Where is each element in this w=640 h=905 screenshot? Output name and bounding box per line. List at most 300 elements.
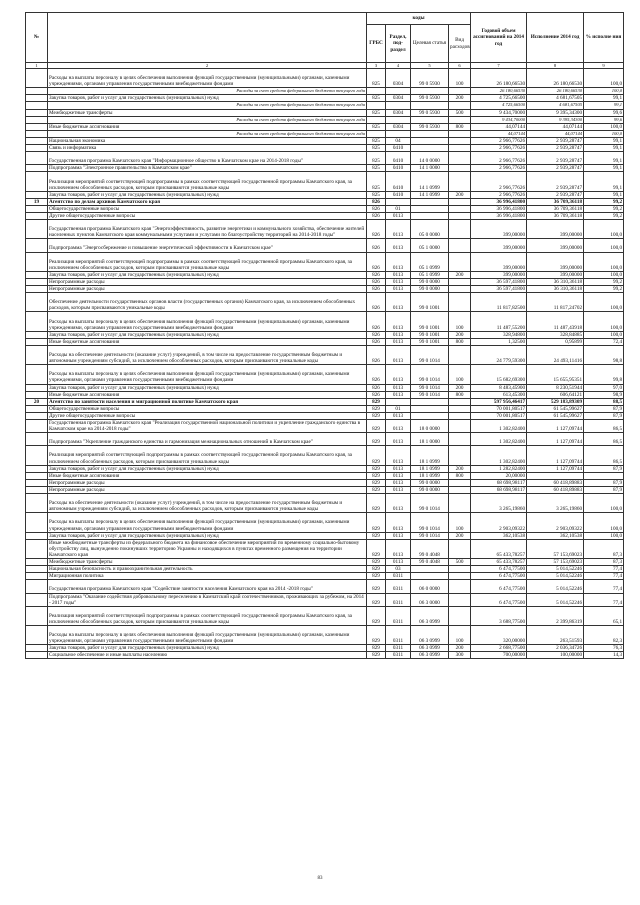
cell-razdel: 0113 [386, 465, 411, 472]
cell-percent: 99,1 [584, 152, 624, 165]
cell-number [26, 513, 48, 532]
cell-name: Иные бюджетные ассигнования [48, 123, 367, 130]
cell-grbs [367, 116, 386, 123]
cell-plan: 613,45300 [471, 391, 527, 398]
cell-number [26, 593, 48, 606]
column-number: 9 [584, 63, 624, 69]
table-row [26, 123, 624, 130]
cell-execution: 1 127,09744 [527, 446, 584, 465]
cell-number [26, 606, 48, 625]
agency-row [26, 198, 624, 205]
cell-grbs: 826 [367, 198, 386, 205]
cell-razdel: 0113 [386, 252, 411, 271]
cell-name: Расходы на выплаты персоналу в целях обеспечения выполнения функций государственными (муниципальными) органами, казенными учреждениями, органами управления государственными внебюджетными фондами [48, 625, 367, 644]
cell-expense-type [449, 165, 471, 172]
cell-grbs: 825 [367, 145, 386, 152]
cell-grbs: 829 [367, 479, 386, 486]
header-razdel: Раздел, под-раздел [386, 25, 411, 63]
cell-number [26, 573, 48, 580]
cell-number [26, 494, 48, 513]
table-row [26, 472, 624, 479]
cell-expense-type: 800 [449, 472, 471, 479]
cell-grbs: 826 [367, 205, 386, 212]
budget-report-page [25, 12, 623, 659]
cell-target-article [411, 398, 449, 405]
cell-percent: 99,1 [584, 165, 624, 172]
cell-grbs: 829 [367, 652, 386, 659]
cell-plan: 3 265,19860 [471, 494, 527, 513]
cell-execution: 1 127,09744 [527, 420, 584, 433]
cell-plan: 36 996,41800 [471, 205, 527, 212]
cell-expense-type: 200 [449, 645, 471, 652]
table-row [26, 606, 624, 625]
cell-target-article: 99 0 1001 [411, 293, 449, 312]
cell-grbs: 829 [367, 405, 386, 412]
cell-expense-type: 500 [449, 109, 471, 116]
cell-name: Агентство по занятости населения и миграционной политике Камчатского края [48, 398, 367, 405]
cell-execution: 36 310,36118 [527, 278, 584, 285]
cell-target-article: 99 0 1014 [411, 345, 449, 364]
cell-name: Национальная экономика [48, 137, 367, 144]
table-row [26, 69, 624, 88]
table-row [26, 165, 624, 172]
cell-grbs: 829 [367, 446, 386, 465]
cell-grbs: 826 [367, 331, 386, 338]
cell-number [26, 205, 48, 212]
cell-razdel: 0113 [386, 278, 411, 285]
cell-razdel: 0304 [386, 95, 411, 102]
cell-expense-type [449, 172, 471, 191]
cell-razdel: 0113 [386, 384, 411, 391]
cell-name: Иные межбюджетные трансферты из федерального бюджета на финансовое обеспечение мероприятий по временному социально-бытовому обустройству лиц, вынужденно покинувших территорию Украины и находящихся в пунктах временного размещения на территории Камчатского края [48, 539, 367, 558]
cell-percent: 14,3 [584, 652, 624, 659]
table-row [26, 465, 624, 472]
cell-name: Миграционная политика [48, 573, 367, 580]
cell-target-article: 06 3 0999 [411, 652, 449, 659]
header-percent: % исполне ния [584, 13, 624, 63]
cell-grbs: 829 [367, 412, 386, 419]
cell-execution: 3 265,19860 [527, 494, 584, 513]
cell-plan: 65 433,78257 [471, 539, 527, 558]
cell-target-article: 99 0 0000 [411, 286, 449, 293]
cell-name: Расходы на выплаты персоналу в целях обеспечения выполнения функций государственными (муниципальными) органами, казенными учреждениями, органами управления государственными внебюджетными фондами [48, 69, 367, 88]
cell-number [26, 486, 48, 493]
cell-name: Закупка товаров, работ и услуг для государственных (муниципальных) нужд [48, 532, 367, 539]
table-row [26, 559, 624, 566]
cell-percent: 87,3 [584, 559, 624, 566]
cell-name: Подпрограмма "Оказание содействия добровольному переселению в Камчатский край соотечественников, проживающих за рубежом, на 2014 - 2017 годы" [48, 593, 367, 606]
cell-number [26, 405, 48, 412]
cell-razdel: 0113 [386, 494, 411, 513]
cell-expense-type [449, 286, 471, 293]
cell-number [26, 130, 48, 137]
cell-execution: 328,84885 [527, 331, 584, 338]
cell-number [26, 338, 48, 345]
cell-name: Подпрограмма "Электронное правительство в Камчатском крае" [48, 165, 367, 172]
cell-percent: 99,2 [584, 198, 624, 205]
cell-percent: 99,1 [584, 191, 624, 198]
table-row [26, 239, 624, 252]
cell-target-article: 99 0 5930 [411, 123, 449, 130]
cell-grbs: 825 [367, 165, 386, 172]
cell-name: Закупка товаров, работ и услуг для государственных (муниципальных) нужд [48, 645, 367, 652]
cell-razdel: 0311 [386, 593, 411, 606]
cell-number [26, 95, 48, 102]
cell-plan: 6 474,77500 [471, 580, 527, 593]
cell-plan: 9 434,70000 [471, 116, 527, 123]
cell-grbs: 829 [367, 513, 386, 532]
cell-number [26, 102, 48, 109]
cell-name: Расходы за счет средств федерального бюджета текущего года [48, 130, 367, 137]
cell-plan: 44,07144 [471, 130, 527, 137]
cell-execution: 4 681,67505 [527, 95, 584, 102]
cell-execution: 44,07144 [527, 130, 584, 137]
cell-grbs [367, 102, 386, 109]
cell-razdel: 0113 [386, 365, 411, 384]
cell-expense-type [449, 580, 471, 593]
cell-target-article: 18 0 0000 [411, 420, 449, 433]
cell-percent: 100,0 [584, 331, 624, 338]
cell-name: Государственная программа Камчатского края "Содействие занятости населения Камчатского края на 2014 -2018 годы" [48, 580, 367, 593]
cell-execution: 60 418,89883 [527, 486, 584, 493]
table-row [26, 109, 624, 116]
cell-expense-type [449, 405, 471, 412]
cell-target-article: 18 1 0999 [411, 465, 449, 472]
cell-grbs: 826 [367, 286, 386, 293]
cell-target-article [411, 116, 449, 123]
cell-expense-type [449, 566, 471, 573]
cell-number [26, 191, 48, 198]
cell-grbs: 829 [367, 465, 386, 472]
cell-grbs: 829 [367, 420, 386, 433]
cell-razdel: 0113 [386, 293, 411, 312]
cell-execution: 399,00000 [527, 239, 584, 252]
cell-expense-type: 200 [449, 95, 471, 102]
table-row [26, 593, 624, 606]
cell-percent: 86,5 [584, 420, 624, 433]
cell-plan: 68 698,98117 [471, 479, 527, 486]
cell-plan: 2 966,77626 [471, 165, 527, 172]
cell-number [26, 312, 48, 331]
cell-plan: 4 725,66500 [471, 102, 527, 109]
cell-expense-type [449, 345, 471, 364]
column-number: 2 [48, 63, 367, 69]
cell-number [26, 446, 48, 465]
cell-percent: 88,5 [584, 398, 624, 405]
cell-plan: 8 483,45900 [471, 384, 527, 391]
header-codes: коды [367, 13, 471, 25]
cell-number [26, 239, 48, 252]
cell-expense-type [449, 239, 471, 252]
cell-number [26, 69, 48, 88]
cell-expense-type [449, 220, 471, 239]
cell-percent: 72,4 [584, 338, 624, 345]
federal-note-row [26, 116, 624, 123]
cell-execution: 2 399,86319 [527, 606, 584, 625]
cell-razdel: 0113 [386, 412, 411, 419]
table-row [26, 152, 624, 165]
cell-percent: 99,1 [584, 102, 624, 109]
cell-target-article: 99 0 1014 [411, 391, 449, 398]
cell-grbs: 829 [367, 532, 386, 539]
cell-grbs: 829 [367, 472, 386, 479]
cell-percent: 99,1 [584, 145, 624, 152]
cell-name: Государственная программа Камчатского края "Реализация государственной национальной политики и укрепление гражданского единства в Камчатском крае на 2014-2018 годы" [48, 420, 367, 433]
cell-target-article [411, 566, 449, 573]
cell-number: 19 [26, 198, 48, 205]
cell-percent: 86,5 [584, 433, 624, 446]
cell-execution: 11 817,24702 [527, 293, 584, 312]
cell-plan: 36 597,41800 [471, 286, 527, 293]
cell-target-article: 99 0 1014 [411, 532, 449, 539]
cell-target-article: 99 0 1001 [411, 331, 449, 338]
cell-percent: 100,0 [584, 532, 624, 539]
cell-execution: 61 545,99627 [527, 412, 584, 419]
table-row [26, 645, 624, 652]
cell-plan: 6 474,77500 [471, 593, 527, 606]
cell-grbs: 826 [367, 345, 386, 364]
cell-execution: 9 395,34300 [527, 109, 584, 116]
cell-percent: 87,9 [584, 486, 624, 493]
cell-execution: 36 709,36118 [527, 198, 584, 205]
cell-number [26, 145, 48, 152]
cell-name: Подпрограмма "Энергосбережение и повышение энергетической эффективности в Камчатском крае" [48, 239, 367, 252]
table-row [26, 271, 624, 278]
cell-plan: 70 001,80517 [471, 405, 527, 412]
cell-name: Закупка товаров, работ и услуг для государственных (муниципальных) нужд [48, 95, 367, 102]
cell-target-article: 99 0 1014 [411, 513, 449, 532]
cell-name: Непрограммные расходы [48, 286, 367, 293]
cell-grbs [367, 130, 386, 137]
header-expense-type: Вид расходов [449, 25, 471, 63]
column-number: 3 [367, 63, 386, 69]
cell-razdel [386, 116, 411, 123]
cell-plan: 15 682,69300 [471, 365, 527, 384]
cell-grbs: 829 [367, 494, 386, 513]
cell-expense-type: 200 [449, 271, 471, 278]
cell-target-article: 99 0 4048 [411, 539, 449, 558]
cell-grbs: 829 [367, 593, 386, 606]
table-row [26, 95, 624, 102]
table-row [26, 573, 624, 580]
cell-percent: 76,3 [584, 645, 624, 652]
cell-target-article: 06 3 0000 [411, 593, 449, 606]
cell-razdel: 0113 [386, 271, 411, 278]
cell-target-article: 99 0 1001 [411, 312, 449, 331]
cell-number [26, 412, 48, 419]
cell-execution: 9 395,34300 [527, 116, 584, 123]
cell-percent: 100,0 [584, 130, 624, 137]
cell-target-article: 14 1 0999 [411, 191, 449, 198]
cell-plan: 328,94800 [471, 331, 527, 338]
cell-plan: 11 817,82500 [471, 293, 527, 312]
cell-razdel: 0113 [386, 345, 411, 364]
cell-name: Государственная программа Камчатского края "Энергоэффективность, развитие энергетики и коммунального хозяйства, обеспечение жителей населенных пунктов Камчатского края коммунальными услугами и услугами по благоустройству территорий на 2014-2018 годы" [48, 220, 367, 239]
cell-name: Расходы за счет средств федерального бюджета текущего года [48, 88, 367, 95]
cell-percent: 99,8 [584, 365, 624, 384]
table-row [26, 405, 624, 412]
cell-expense-type: 200 [449, 331, 471, 338]
table-row [26, 252, 624, 271]
cell-number [26, 652, 48, 659]
cell-plan: 4 725,66500 [471, 95, 527, 102]
cell-percent: 100,0 [584, 69, 624, 88]
cell-plan: 36 597,41800 [471, 278, 527, 285]
cell-expense-type [449, 145, 471, 152]
cell-execution: 399,00000 [527, 220, 584, 239]
cell-number [26, 109, 48, 116]
cell-name: Расходы за счет средств федерального бюджета текущего года [48, 116, 367, 123]
cell-number [26, 645, 48, 652]
cell-expense-type: 500 [449, 559, 471, 566]
cell-expense-type [449, 420, 471, 433]
table-row [26, 479, 624, 486]
cell-plan: 1 302,82400 [471, 433, 527, 446]
cell-percent: 99,1 [584, 137, 624, 144]
cell-expense-type [449, 593, 471, 606]
cell-razdel [386, 88, 411, 95]
cell-percent: 99,1 [584, 172, 624, 191]
table-row [26, 532, 624, 539]
cell-expense-type [449, 539, 471, 558]
cell-percent: 100,0 [584, 494, 624, 513]
cell-expense-type [449, 433, 471, 446]
cell-execution: 2 939,28747 [527, 172, 584, 191]
cell-number [26, 88, 48, 95]
cell-razdel: 0311 [386, 652, 411, 659]
cell-percent: 87,9 [584, 412, 624, 419]
column-number: 5 [411, 63, 449, 69]
cell-execution: 61 545,99627 [527, 405, 584, 412]
cell-plan: 399,00000 [471, 271, 527, 278]
cell-target-article [411, 102, 449, 109]
cell-plan: 24 779,59300 [471, 345, 527, 364]
table-row [26, 446, 624, 465]
cell-target-article: 14 1 0999 [411, 172, 449, 191]
cell-name: Реализация мероприятий соответствующей подпрограммы в рамках соответствующей государственной программы Камчатского края, за исключением обособленных расходов, которым присваиваются уникальные коды [48, 172, 367, 191]
header-plan: Годовой объем ассигнований на 2014 год [471, 13, 527, 63]
cell-expense-type [449, 213, 471, 220]
cell-execution: 36 709,36118 [527, 205, 584, 212]
cell-number [26, 152, 48, 165]
cell-plan: 9 434,70000 [471, 109, 527, 116]
cell-number [26, 252, 48, 271]
table-body [26, 69, 624, 659]
cell-plan: 1 282,82400 [471, 465, 527, 472]
cell-target-article: 99 0 0000 [411, 479, 449, 486]
cell-razdel [386, 398, 411, 405]
cell-name: Реализация мероприятий соответствующей подпрограммы в рамках соответствующей государственной программы Камчатского края, за исключением обособленных расходов, которым присваиваются уникальные коды [48, 252, 367, 271]
cell-plan: 26 180,66530 [471, 69, 527, 88]
cell-target-article: 18 1 0000 [411, 433, 449, 446]
cell-expense-type [449, 198, 471, 205]
table-row [26, 625, 624, 644]
cell-name: Национальная безопасность и правоохранительная деятельность [48, 566, 367, 573]
cell-percent: 77,4 [584, 580, 624, 593]
cell-expense-type: 200 [449, 465, 471, 472]
table-row [26, 486, 624, 493]
table-row [26, 412, 624, 419]
cell-execution: 5 014,52246 [527, 573, 584, 580]
cell-number [26, 532, 48, 539]
cell-grbs: 825 [367, 123, 386, 130]
cell-razdel: 0113 [386, 486, 411, 493]
cell-name: Расходы на обеспечение деятельности (оказание услуг) учреждений, в том числе на предоставление государственным бюджетным и автономным учреждениям субсидий, за исключением обособленных расходов, которым присваиваются уникальные коды [48, 494, 367, 513]
cell-plan: 1 302,82400 [471, 446, 527, 465]
cell-grbs: 825 [367, 95, 386, 102]
cell-razdel: 0410 [386, 165, 411, 172]
cell-expense-type [449, 293, 471, 312]
cell-razdel: 0410 [386, 172, 411, 191]
cell-target-article: 05 1 0000 [411, 239, 449, 252]
cell-plan: 2 966,77626 [471, 172, 527, 191]
cell-target-article: 14 1 0000 [411, 165, 449, 172]
cell-execution: 1 127,09744 [527, 465, 584, 472]
cell-name: Связь и информатика [48, 145, 367, 152]
cell-plan: 1 302,82400 [471, 420, 527, 433]
cell-target-article: 99 0 5930 [411, 109, 449, 116]
cell-execution: 5 014,52246 [527, 580, 584, 593]
cell-number [26, 278, 48, 285]
table-row [26, 293, 624, 312]
cell-razdel: 0113 [386, 446, 411, 465]
cell-execution: 26 180,66530 [527, 88, 584, 95]
cell-name: Закупка товаров, работ и услуг для государственных (муниципальных) нужд [48, 384, 367, 391]
cell-razdel: 0113 [386, 472, 411, 479]
cell-grbs: 825 [367, 172, 386, 191]
cell-expense-type: 200 [449, 191, 471, 198]
cell-target-article: 18 1 0999 [411, 446, 449, 465]
cell-razdel: 03 [386, 566, 411, 573]
cell-grbs: 826 [367, 278, 386, 285]
cell-target-article: 99 0 1014 [411, 494, 449, 513]
cell-expense-type [449, 205, 471, 212]
cell-number [26, 365, 48, 384]
column-number: 4 [386, 63, 411, 69]
cell-name: Расходы на выплаты персоналу в целях обеспечения выполнения функций государственными (муниципальными) органами, казенными учреждениями, органами управления государственными внебюджетными фондами [48, 312, 367, 331]
cell-expense-type: 100 [449, 365, 471, 384]
cell-expense-type: 100 [449, 513, 471, 532]
cell-plan: 320,00000 [471, 625, 527, 644]
cell-expense-type: 200 [449, 384, 471, 391]
cell-target-article [411, 405, 449, 412]
cell-execution: 2 939,28747 [527, 191, 584, 198]
cell-execution: 8 230,51944 [527, 384, 584, 391]
cell-expense-type [449, 152, 471, 165]
cell-plan: 65 433,78257 [471, 559, 527, 566]
cell-percent: 100,0 [584, 252, 624, 271]
cell-number [26, 123, 48, 130]
cell-name: Общегосударственные вопросы [48, 405, 367, 412]
federal-note-row [26, 88, 624, 95]
cell-target-article: 06 3 0999 [411, 625, 449, 644]
cell-expense-type [449, 137, 471, 144]
cell-number [26, 559, 48, 566]
header-name-empty [48, 13, 367, 63]
cell-target-article: 99 0 0000 [411, 278, 449, 285]
cell-execution: 399,00000 [527, 252, 584, 271]
cell-target-article: 05 1 0999 [411, 252, 449, 271]
table-row [26, 566, 624, 573]
cell-grbs [367, 88, 386, 95]
cell-expense-type [449, 606, 471, 625]
cell-plan: 11 487,55200 [471, 312, 527, 331]
cell-razdel [386, 102, 411, 109]
cell-execution: 2 939,28747 [527, 145, 584, 152]
table-row [26, 331, 624, 338]
cell-number [26, 625, 48, 644]
cell-grbs: 826 [367, 312, 386, 331]
